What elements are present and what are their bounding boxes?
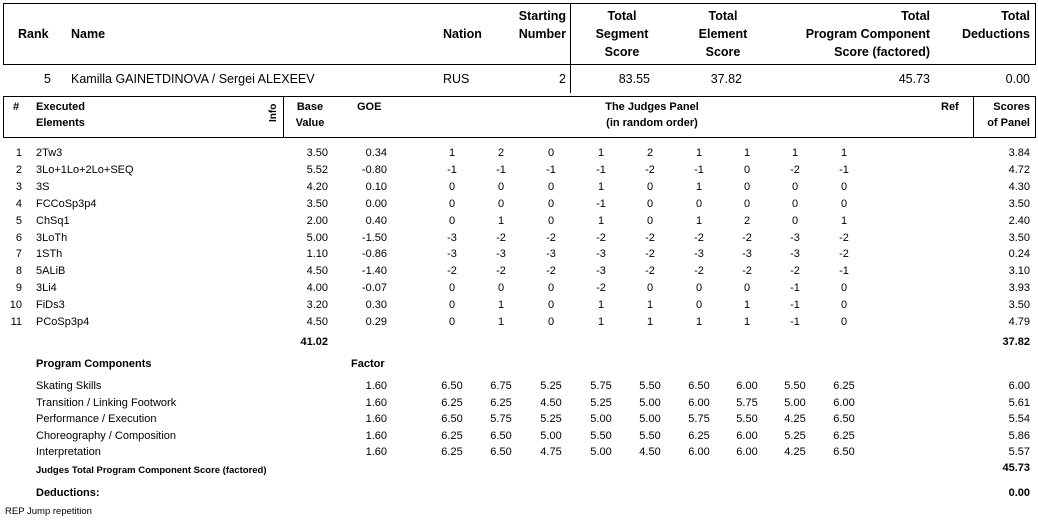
skater-total-deductions: 0.00 [1005,72,1030,86]
element-panel-score: 3.84 [1008,147,1030,159]
element-number: 9 [15,282,22,295]
element-base-value: 4.20 [306,180,328,193]
element-panel-score: 3.10 [1008,265,1030,278]
eh-base: Base [296,101,324,113]
judge-score: 1 [497,316,505,328]
element-name: 3Li4 [36,282,57,295]
component-factor: 1.60 [365,413,387,425]
component-judge-score: 5.00 [784,396,806,409]
judge-score: 0 [448,316,456,328]
component-factor: 1.60 [365,429,387,442]
judge-score: 0 [448,180,456,193]
component-judge-score: 5.75 [688,413,710,425]
component-factor: 1.60 [365,396,387,409]
eh-ref: Ref [941,101,959,113]
component-name: Transition / Linking Footwork [36,396,177,409]
element-base-value: 4.00 [306,282,328,295]
element-row [0,299,1038,316]
component-judge-score: 5.25 [540,413,562,425]
judge-score: 0 [791,180,799,193]
eh-executed: Executed [36,101,85,113]
component-row [0,430,1038,447]
element-name: FCCoSp3p4 [36,197,97,210]
judge-score: 2 [646,147,654,159]
eh-scores1: Scores [993,101,1030,113]
component-judge-score: 6.00 [688,396,710,409]
judge-score: 0 [646,197,654,210]
element-goe: 0.10 [365,180,387,193]
judge-score: 2 [743,214,751,227]
component-judge-score: 5.50 [784,380,806,392]
component-judge-score: 5.50 [736,413,758,425]
judge-score: 1 [646,316,654,328]
judge-score: 0 [547,180,555,193]
component-panel-score: 6.00 [1008,380,1030,392]
element-panel-score: 3.50 [1008,197,1030,210]
eh-panel2: (in random order) [606,117,698,129]
element-name: ChSq1 [36,214,70,227]
element-base-value: 5.00 [306,231,328,244]
element-goe: -0.86 [361,248,387,261]
eh-goe: GOE [357,101,382,113]
judge-score: 0 [448,282,456,295]
judge-score: 0 [840,282,848,295]
component-row [0,397,1038,414]
component-judge-score: 6.00 [736,380,758,392]
element-goe: -0.80 [361,163,387,176]
judge-score: 0 [547,147,555,159]
pc-title: Program Components [36,358,152,370]
component-row [0,380,1038,397]
element-goe: 0.29 [365,316,387,328]
judge-score: 0 [646,214,654,227]
element-panel-score: 0.24 [1008,248,1030,261]
judge-score: -2 [790,265,800,278]
element-panel-score: 3.93 [1008,282,1030,295]
component-judge-score: 5.00 [590,413,612,425]
judge-score: 0 [497,180,505,193]
judge-score: -3 [694,248,704,261]
element-row [0,147,1038,164]
skater-total-segment-score: 83.55 [618,72,650,86]
element-number: 6 [15,231,22,244]
component-judge-score: 5.75 [490,413,512,425]
element-number: 2 [15,163,22,176]
element-panel-score: 3.50 [1008,231,1030,244]
judge-score: -2 [839,248,849,261]
element-row [0,248,1038,265]
skater-nation: RUS [443,72,470,86]
judge-score: 1 [646,299,654,312]
judge-score: 0 [448,214,456,227]
judge-score: 0 [791,214,799,227]
component-panel-score: 5.54 [1008,413,1030,425]
judge-score: 1 [448,147,456,159]
header-nation: Nation [443,27,482,41]
component-judge-score: 6.25 [490,396,512,409]
skater-rank: 5 [44,72,51,86]
judge-score: -2 [496,231,506,244]
deductions-label: Deductions: [36,487,100,499]
judge-score: 0 [743,282,751,295]
judge-score: 0 [547,282,555,295]
judge-score: -1 [546,163,556,176]
pcs-total: 45.73 [1002,462,1030,474]
judge-score: 0 [840,197,848,210]
component-judge-score: 6.50 [833,413,855,425]
judge-score: 0 [497,197,505,210]
component-judge-score: 6.50 [441,380,463,392]
component-judge-score: 6.00 [736,429,758,442]
eh-num: # [13,101,20,113]
judge-score: -2 [839,231,849,244]
judge-score: -2 [645,231,655,244]
judge-score: 0 [840,299,848,312]
component-judge-score: 5.00 [590,446,612,458]
judge-score: -2 [645,265,655,278]
skater-name: Kamilla GAINETDINOVA / Sergei ALEXEEV [71,72,315,86]
judge-score: -2 [742,231,752,244]
elements-header-box [3,96,1036,138]
component-judge-score: 4.25 [784,413,806,425]
element-row [0,232,1038,249]
element-goe: 0.30 [365,299,387,312]
element-base-value: 3.50 [306,197,328,210]
judge-score: -1 [596,197,606,210]
judge-score: -3 [447,248,457,261]
element-number: 3 [15,180,22,193]
element-goe: 0.00 [365,197,387,210]
judge-score: -1 [496,163,506,176]
judge-score: -2 [496,265,506,278]
element-row [0,181,1038,198]
component-judge-score: 6.50 [490,429,512,442]
judge-score: -2 [546,265,556,278]
judge-score: -1 [790,316,800,328]
component-judge-score: 6.00 [736,446,758,458]
judge-score: -2 [742,265,752,278]
judge-score: 0 [448,299,456,312]
element-panel-score: 3.50 [1008,299,1030,312]
element-goe: -1.50 [361,231,387,244]
element-row [0,265,1038,282]
component-judge-score: 4.75 [540,446,562,458]
element-goe: -1.40 [361,265,387,278]
component-judge-score: 6.00 [688,446,710,458]
element-goe: 0.40 [365,214,387,227]
element-goe: -0.07 [361,282,387,295]
header-total-deductions: Total Deductions [961,9,1030,41]
judge-score: 1 [695,180,703,193]
element-number: 5 [15,214,22,227]
judge-score: 0 [547,214,555,227]
element-name: 3S [36,180,50,193]
judge-score: -2 [645,248,655,261]
eh-info: Info [268,103,279,122]
judge-score: -3 [742,248,752,261]
component-judge-score: 5.75 [590,380,612,392]
component-judge-score: 5.00 [639,396,661,409]
component-judge-score: 6.50 [833,446,855,458]
element-number: 11 [10,316,22,328]
judge-score: -3 [790,248,800,261]
judge-score: -1 [596,163,606,176]
element-name: 5ALiB [36,265,66,278]
judge-score: 0 [547,316,555,328]
component-row [0,413,1038,430]
judge-score: -3 [447,231,457,244]
header-total-pcs: Total Program Component Score (factored) [805,9,930,59]
judge-score: -1 [839,265,849,278]
judge-score: 0 [743,180,751,193]
element-name: PCoSp3p4 [36,316,90,328]
component-panel-score: 5.86 [1008,429,1030,442]
element-name: 3LoTh [36,231,68,244]
judge-score: 1 [791,147,799,159]
judge-score: 0 [840,180,848,193]
element-number: 7 [15,248,22,261]
component-name: Choreography / Composition [36,429,177,442]
element-panel-score: 2.40 [1008,214,1030,227]
base-total: 41.02 [300,336,328,348]
judge-score: -2 [596,231,606,244]
element-number: 8 [15,265,22,278]
component-factor: 1.60 [365,380,387,392]
header-total-segment-score: Total Segment Score [595,9,649,59]
element-panel-score: 4.79 [1008,316,1030,328]
judge-score: -3 [596,265,606,278]
component-row [0,446,1038,463]
element-name: 3Lo+1Lo+2Lo+SEQ [36,163,134,176]
element-panel-score: 4.72 [1008,163,1030,176]
deductions-value: 0.00 [1008,487,1030,499]
judge-score: -3 [596,248,606,261]
judge-score: -2 [645,163,655,176]
header-divider [570,3,571,93]
skater-total-pcs: 45.73 [898,72,930,86]
judge-score: 1 [695,316,703,328]
judge-score: 0 [695,299,703,312]
component-judge-score: 6.25 [833,380,855,392]
element-base-value: 4.50 [306,265,328,278]
component-judge-score: 5.00 [540,429,562,442]
element-row [0,164,1038,181]
judge-score: -2 [694,231,704,244]
component-judge-score: 6.50 [490,446,512,458]
element-base-value: 3.20 [306,299,328,312]
eh-scores2: of Panel [987,117,1030,129]
judge-score: 0 [646,180,654,193]
judge-score: 1 [840,147,848,159]
judge-score: -3 [790,231,800,244]
element-name: 1STh [36,248,63,261]
element-base-value: 3.50 [306,147,328,159]
component-judge-score: 5.50 [639,380,661,392]
element-name: FiDs3 [36,299,65,312]
judge-score: 1 [743,147,751,159]
judge-score: 0 [547,299,555,312]
component-judge-score: 4.25 [784,446,806,458]
skater-starting-number: 2 [559,72,566,86]
judge-score: 0 [695,282,703,295]
component-judge-score: 4.50 [639,446,661,458]
element-base-value: 4.50 [306,316,328,328]
component-name: Skating Skills [36,380,102,392]
judge-score: 1 [695,214,703,227]
component-name: Interpretation [36,446,101,458]
component-judge-score: 6.50 [441,413,463,425]
judge-score: 0 [547,197,555,210]
judge-score: -1 [790,282,800,295]
component-judge-score: 6.25 [441,429,463,442]
component-judge-score: 6.25 [441,446,463,458]
judge-score: 1 [597,316,605,328]
component-factor: 1.60 [365,446,387,458]
elements-header-divider-info [283,96,284,138]
element-number: 10 [9,299,22,312]
element-row [0,282,1038,299]
judge-score: -1 [839,163,849,176]
judge-score: 0 [743,197,751,210]
component-name: Performance / Execution [36,413,157,425]
element-number: 4 [15,197,22,210]
elements-total: 37.82 [1002,336,1030,348]
judge-score: 0 [448,197,456,210]
judge-score: 0 [646,282,654,295]
judge-score: 1 [695,147,703,159]
element-row [0,215,1038,232]
component-judge-score: 5.25 [590,396,612,409]
judge-score: -2 [447,265,457,278]
component-judge-score: 4.50 [540,396,562,409]
elements-header-divider-scores [973,96,974,138]
element-base-value: 5.52 [306,163,328,176]
element-row [0,316,1038,333]
element-panel-score: 4.30 [1008,180,1030,193]
component-judge-score: 6.50 [688,380,710,392]
judge-score: 0 [791,197,799,210]
judge-score: 1 [597,214,605,227]
judge-score: -2 [546,231,556,244]
component-judge-score: 5.25 [784,429,806,442]
judge-score: 0 [497,282,505,295]
component-judge-score: 5.50 [639,429,661,442]
element-row [0,198,1038,215]
judge-score: -1 [447,163,457,176]
judge-score: -2 [790,163,800,176]
judge-score: 0 [840,316,848,328]
component-panel-score: 5.57 [1008,446,1030,458]
judge-score: -1 [790,299,800,312]
header-starting-number: Starting Number [518,9,566,41]
component-judge-score: 6.00 [833,396,855,409]
judge-score: 1 [597,180,605,193]
judge-score: 0 [743,163,751,176]
header-total-element-score: Total Element Score [698,9,748,59]
eh-elements: Elements [36,117,85,129]
component-judge-score: 5.75 [736,396,758,409]
judge-score: 1 [743,299,751,312]
element-number: 1 [15,147,22,159]
judge-score: -3 [546,248,556,261]
judge-score: -3 [496,248,506,261]
header-rank: Rank [18,27,49,41]
component-judge-score: 5.00 [639,413,661,425]
pc-factor-header: Factor [351,358,385,370]
judge-score: 1 [497,214,505,227]
judge-score: -2 [596,282,606,295]
eh-panel1: The Judges Panel [605,101,699,113]
judge-score: 2 [497,147,505,159]
footnote: REP Jump repetition [5,506,92,517]
judge-score: -2 [694,265,704,278]
element-name: 2Tw3 [36,147,63,159]
element-goe: 0.34 [365,147,387,159]
component-judge-score: 6.25 [688,429,710,442]
judge-score: 1 [840,214,848,227]
component-judge-score: 5.25 [540,380,562,392]
component-judge-score: 5.50 [590,429,612,442]
element-base-value: 2.00 [306,214,328,227]
judge-score: 1 [597,299,605,312]
component-judge-score: 6.25 [833,429,855,442]
component-panel-score: 5.61 [1008,396,1030,409]
element-base-value: 1.10 [306,248,328,261]
judge-score: 0 [695,197,703,210]
skater-total-element-score: 37.82 [710,72,742,86]
header-name: Name [71,27,106,41]
pcs-total-label: Judges Total Program Component Score (factored) [36,465,267,476]
judge-score: 1 [743,316,751,328]
component-judge-score: 6.25 [441,396,463,409]
judge-score: -1 [694,163,704,176]
component-judge-score: 6.75 [490,380,512,392]
eh-value: Value [295,117,325,129]
judge-score: 1 [497,299,505,312]
judge-score: 1 [597,147,605,159]
